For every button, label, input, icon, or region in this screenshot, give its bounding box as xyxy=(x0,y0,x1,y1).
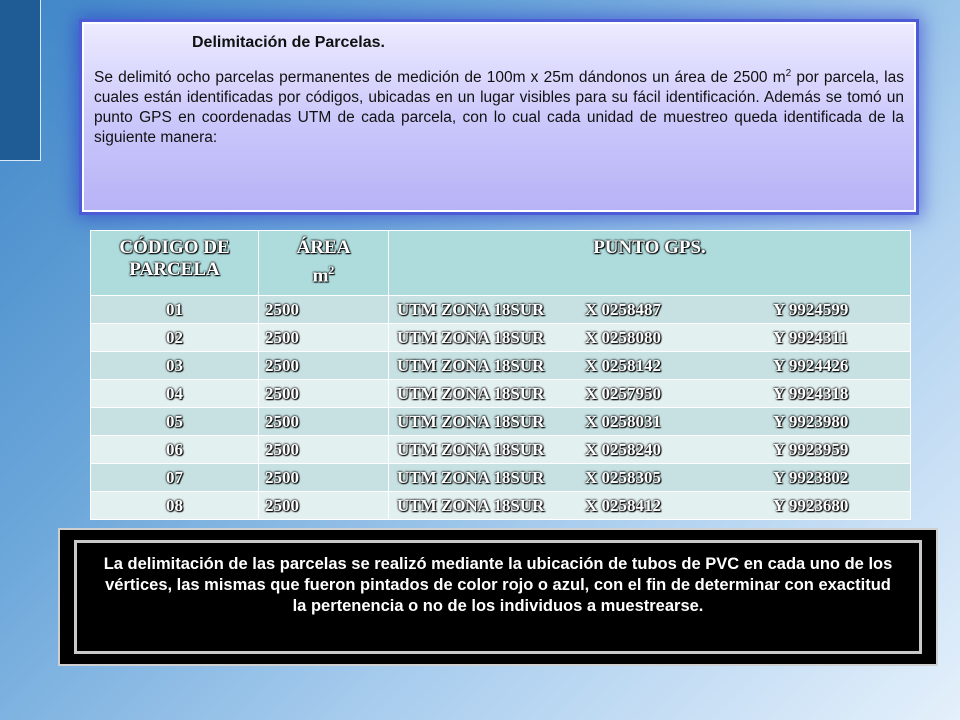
cell-gps xyxy=(389,464,911,492)
header-area-line1: ÁREA xyxy=(296,237,351,258)
gps-x: X 0258487 xyxy=(585,300,662,319)
header-area xyxy=(259,231,389,296)
intro-title: Delimitación de Parcelas. xyxy=(192,34,385,51)
gps-zone: UTM ZONA 18SUR xyxy=(397,300,545,319)
header-code-line2: PARCELA xyxy=(129,259,220,280)
table-row xyxy=(91,296,911,324)
cell-gps xyxy=(389,408,911,436)
table-row xyxy=(91,492,911,520)
cell-gps xyxy=(389,296,911,324)
cell-code: 06 xyxy=(91,436,259,464)
gps-x: X 0258240 xyxy=(585,440,662,459)
gps-y: Y 9924318 xyxy=(773,384,849,403)
gps-y: Y 9924311 xyxy=(773,328,848,347)
gps-zone: UTM ZONA 18SUR xyxy=(397,440,545,459)
gps-x: X 0258305 xyxy=(585,468,662,487)
cell-area: 2500 xyxy=(259,324,389,352)
cell-area: 2500 xyxy=(259,408,389,436)
table-row xyxy=(91,464,911,492)
table-row xyxy=(91,380,911,408)
gps-zone: UTM ZONA 18SUR xyxy=(397,496,545,515)
gps-x: X 0258412 xyxy=(585,496,662,515)
table-row xyxy=(91,436,911,464)
intro-box xyxy=(82,22,916,212)
gps-y: Y 9923959 xyxy=(773,440,849,459)
table-header-row xyxy=(91,231,911,296)
intro-text-part1: Se delimitó ocho parcelas permanentes de medición de 100m x 25m dándonos un área de 2500 m xyxy=(94,69,786,86)
gps-zone: UTM ZONA 18SUR xyxy=(397,412,545,431)
header-code-line1: CÓDIGO DE xyxy=(119,237,230,258)
cell-code: 01 xyxy=(91,296,259,324)
note-box xyxy=(58,528,938,666)
gps-zone: UTM ZONA 18SUR xyxy=(397,384,545,403)
cell-code: 08 xyxy=(91,492,259,520)
header-area-unit: m xyxy=(312,265,329,287)
header-code xyxy=(91,231,259,296)
gps-y: Y 9923680 xyxy=(773,496,849,515)
table-row xyxy=(91,408,911,436)
note-text: La delimitación de las parcelas se realizó mediante la ubicación de tubos de PVC en cada uno de los vértices, las mismas que fueron pintados de color rojo o azul, con el fin de determinar con exactitud la pertenencia o no de los individuos a muestrearse. xyxy=(103,555,893,615)
cell-gps xyxy=(389,352,911,380)
cell-area: 2500 xyxy=(259,464,389,492)
side-accent-bar xyxy=(0,0,41,161)
cell-area: 2500 xyxy=(259,492,389,520)
cell-code: 05 xyxy=(91,408,259,436)
cell-code: 07 xyxy=(91,464,259,492)
table-row xyxy=(91,352,911,380)
cell-area: 2500 xyxy=(259,436,389,464)
intro-superscript: 2 xyxy=(785,67,792,79)
cell-code: 03 xyxy=(91,352,259,380)
cell-gps xyxy=(389,436,911,464)
gps-zone: UTM ZONA 18SUR xyxy=(397,468,545,487)
cell-area: 2500 xyxy=(259,352,389,380)
intro-text-part2: por parcela, las cuales están identificadas por códigos, ubicadas en un lugar visibles para su fácil identificación. Además se tomó un punto GPS en coordenadas UTM de cada parcela, con lo cual cada unidad de muestreo queda identificada de la siguiente manera: xyxy=(94,69,904,146)
header-gps: PUNTO GPS. xyxy=(389,231,911,296)
cell-gps xyxy=(389,380,911,408)
cell-gps xyxy=(389,492,911,520)
cell-code: 04 xyxy=(91,380,259,408)
gps-x: X 0258142 xyxy=(585,356,662,375)
cell-gps xyxy=(389,324,911,352)
gps-x: X 0257950 xyxy=(585,384,662,403)
gps-y: Y 9924599 xyxy=(773,300,849,319)
cell-area: 2500 xyxy=(259,380,389,408)
gps-x: X 0258080 xyxy=(585,328,662,347)
gps-y: Y 9923980 xyxy=(773,412,849,431)
cell-area: 2500 xyxy=(259,296,389,324)
gps-x: X 0258031 xyxy=(585,412,662,431)
cell-code: 02 xyxy=(91,324,259,352)
gps-zone: UTM ZONA 18SUR xyxy=(397,356,545,375)
gps-y: Y 9924426 xyxy=(773,356,849,375)
intro-paragraph xyxy=(94,68,904,148)
gps-zone: UTM ZONA 18SUR xyxy=(397,328,545,347)
table-row xyxy=(91,324,911,352)
header-area-sup: 2 xyxy=(328,263,335,277)
parcel-gps-table xyxy=(90,230,911,520)
gps-y: Y 9923802 xyxy=(773,468,849,487)
